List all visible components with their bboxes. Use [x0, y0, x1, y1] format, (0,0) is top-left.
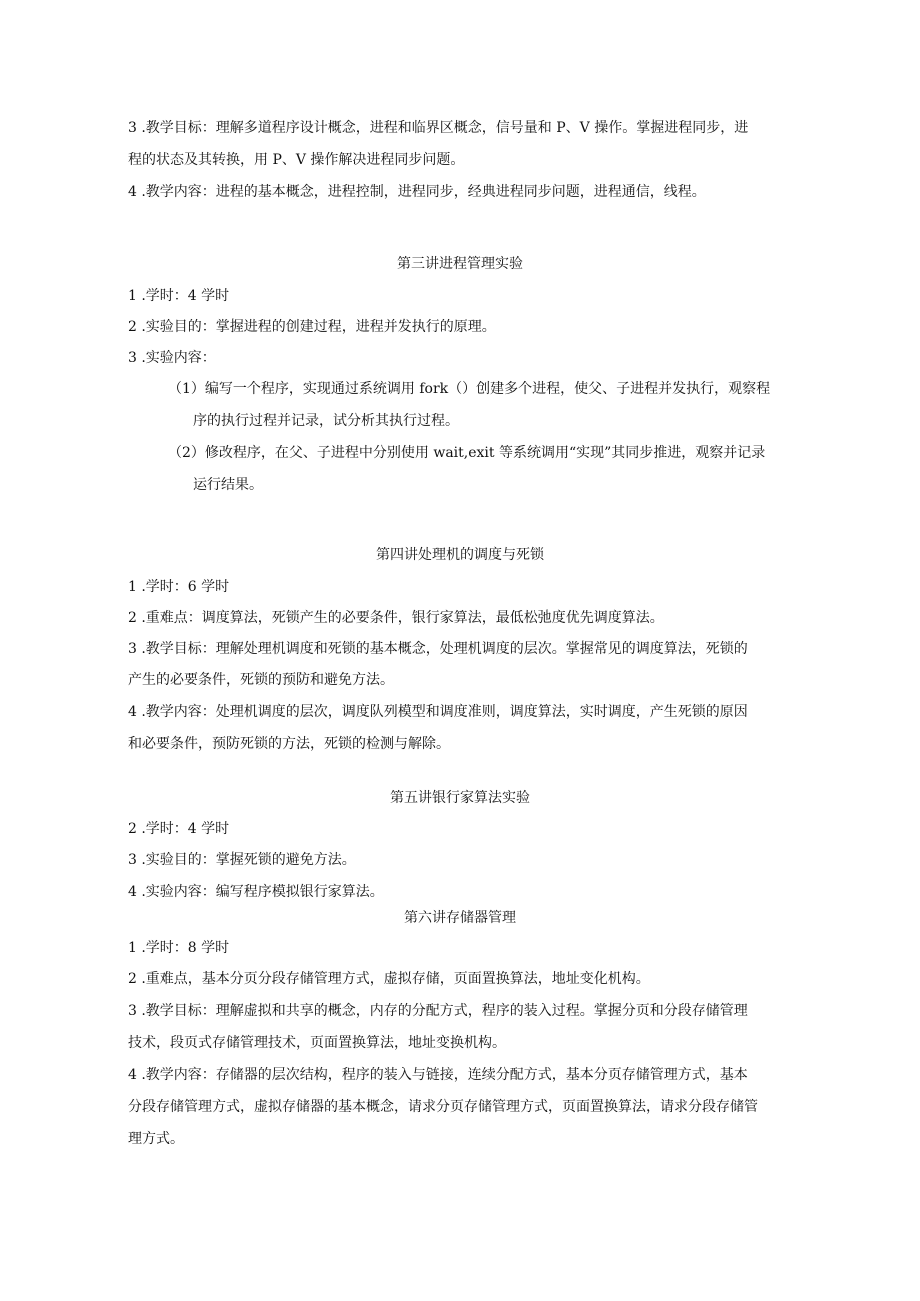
lecture3-title: 第三讲进程管理实验 — [397, 256, 523, 272]
lecture4-difficulty: 2 .重难点：调度算法，死锁产生的必要条件，银行家算法，最低松弛度优先调度算法。 — [128, 610, 664, 626]
lecture3-hours: 1 .学时：4 学时 — [128, 288, 230, 304]
lecture6-goal-line2: 技术，段页式存储管理技术，页面置换算法，地址变换机构。 — [128, 1035, 506, 1051]
lecture5-title: 第五讲银行家算法实验 — [390, 790, 530, 806]
lecture5-purpose: 3 .实验目的：掌握死锁的避免方法。 — [128, 852, 356, 868]
lecture6-content-line1: 4 .教学内容：存储器的层次结构，程序的装入与链接，连续分配方式，基本分页存储管理方式，基本 — [128, 1067, 748, 1083]
lecture4-goal-line1: 3 .教学目标：理解处理机调度和死锁的基本概念，处理机调度的层次。掌握常见的调度算法，死锁的 — [128, 641, 748, 657]
lecture6-goal-line1: 3 .教学目标：理解虚拟和共享的概念，内存的分配方式，程序的装入过程。掌握分页和分段存储管理 — [128, 1003, 748, 1019]
lecture3-sub2-line2: 运行结果。 — [193, 477, 263, 493]
lecture2-goal-line1: 3 .教学目标：理解多道程序设计概念，进程和临界区概念，信号量和 P、V 操作。掌握进程同步，进 — [128, 120, 749, 136]
lecture3-sub1-line2: 序的执行过程并记录，试分析其执行过程。 — [193, 413, 459, 429]
lecture6-content-line3: 理方式。 — [128, 1131, 184, 1147]
lecture5-hours: 2 .学时：4 学时 — [128, 821, 230, 837]
lecture5-content: 4 .实验内容：编写程序模拟银行家算法。 — [128, 884, 384, 900]
lecture4-title: 第四讲处理机的调度与死锁 — [376, 547, 544, 563]
lecture4-content-line1: 4 .教学内容：处理机调度的层次，调度队列模型和调度准则，调度算法，实时调度，产生死锁的原因 — [128, 704, 748, 720]
lecture2-content: 4 .教学内容：进程的基本概念，进程控制，进程同步，经典进程同步问题，进程通信，线程。 — [128, 184, 706, 200]
lecture2-goal-line2: 程的状态及其转换，用 P、V 操作解决进程同步问题。 — [128, 152, 465, 168]
lecture6-content-line2: 分段存储管理方式，虚拟存储器的基本概念，请求分页存储管理方式，页面置换算法，请求分段存储管 — [128, 1099, 758, 1115]
lecture6-difficulty: 2 .重难点，基本分页分段存储管理方式，虚拟存储，页面置换算法，地址变化机构。 — [128, 971, 650, 987]
lecture4-goal-line2: 产生的必要条件，死锁的预防和避免方法。 — [128, 672, 394, 688]
lecture3-sub2-line1: （2）修改程序，在父、子进程中分别使用 wait,exit 等系统调用“实现”其同步推进，观察并记录 — [168, 445, 766, 461]
lecture3-sub1-line1: （1）编写一个程序，实现通过系统调用 fork（）创建多个进程，使父、子进程并发执行，观察程 — [168, 381, 771, 397]
lecture6-title: 第六讲存储器管理 — [404, 910, 516, 926]
lecture4-hours: 1 .学时：6 学时 — [128, 579, 230, 595]
lecture3-purpose: 2 .实验目的：掌握进程的创建过程，进程并发执行的原理。 — [128, 319, 496, 335]
lecture4-content-line2: 和必要条件，预防死锁的方法，死锁的检测与解除。 — [128, 736, 450, 752]
lecture3-content-label: 3 .实验内容： — [128, 350, 216, 366]
lecture6-hours: 1 .学时：8 学时 — [128, 940, 230, 956]
